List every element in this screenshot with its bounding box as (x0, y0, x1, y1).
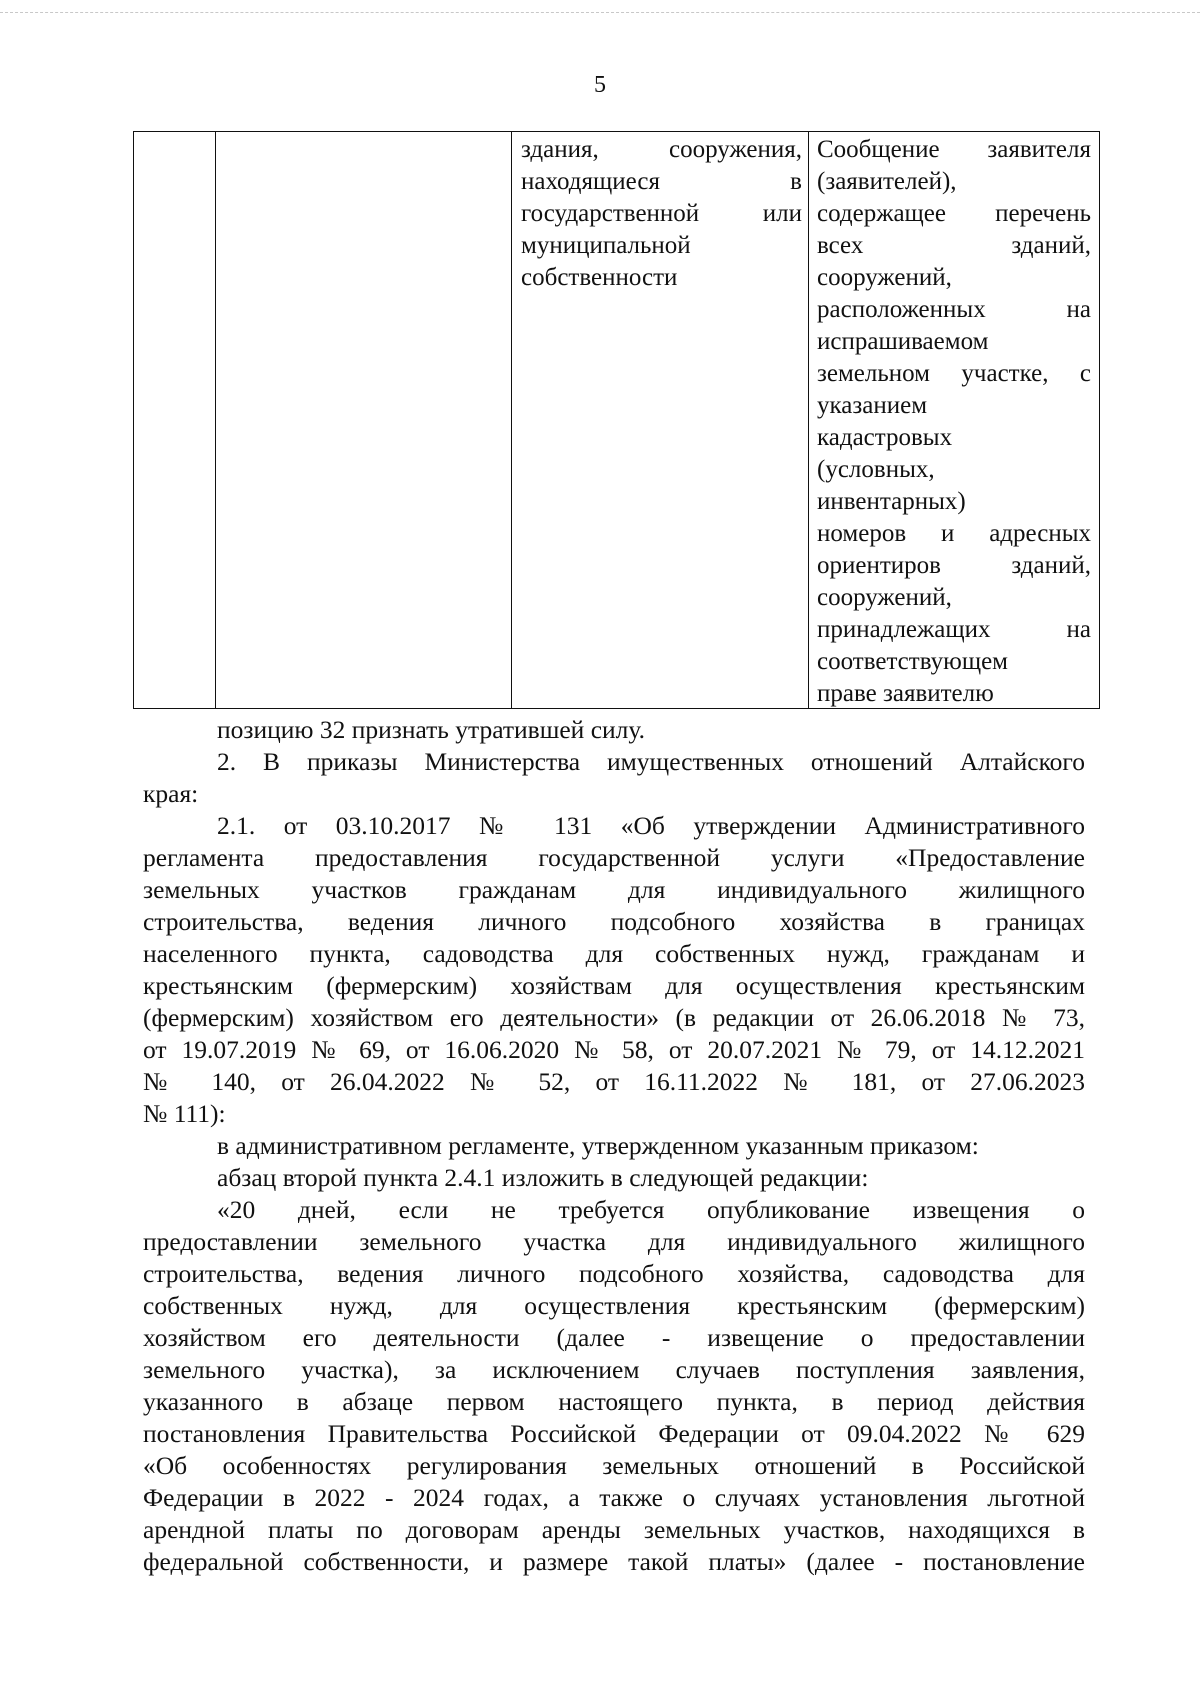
paragraph-line: Федерации в 2022 - 2024 годах, а также о случаях установления льготной (143, 1483, 1085, 1512)
cell-line: всех зданий, (817, 232, 1091, 259)
cell-line: кадастровых (817, 424, 953, 451)
paragraph-line: края: (143, 779, 199, 808)
document-body (143, 714, 1085, 1578)
paragraph-line: собственных нужд, для осуществления крестьянским (фермерским) (143, 1291, 1085, 1320)
cell-line: праве заявителю (817, 680, 994, 707)
paragraph-line: строительства, ведения личного подсобного хозяйства, садоводства для (143, 1259, 1085, 1288)
cell-line: Сообщение заявителя (817, 136, 1091, 163)
paragraph-line: арендной платы по договорам аренды земельных участков, находящихся в (143, 1515, 1085, 1544)
cell-line: здания, сооружения, (521, 136, 802, 163)
cell-line: инвентарных) (817, 488, 966, 515)
table-cell-service (216, 132, 512, 709)
cell-line: (условных, (817, 456, 935, 483)
cell-line: испрашиваемом (817, 328, 989, 355)
paragraph-line: регламента предоставления государственной услуги «Предоставление (143, 843, 1085, 872)
paragraph-line: 2. В приказы Министерства имущественных отношений Алтайского (217, 747, 1085, 776)
paragraph-line: строительства, ведения личного подсобного хозяйства в границах (143, 907, 1085, 936)
paragraph-line: предоставлении земельного участка для индивидуального жилищного (143, 1227, 1085, 1256)
paragraph-line: крестьянским (фермерским) хозяйствам для осуществления крестьянским (143, 971, 1085, 1000)
table-cell-document (809, 132, 1100, 709)
paragraph-line: земельных участков гражданам для индивидуального жилищного (143, 875, 1085, 904)
paragraph-line: от 19.07.2019 № 69, от 16.06.2020 № 58, от 20.07.2021 № 79, от 14.12.2021 (143, 1035, 1085, 1064)
paragraph-line: хозяйством его деятельности (далее - извещение о предоставлении (143, 1323, 1085, 1352)
cell-line: указанием (817, 392, 928, 419)
page-number: 5 (594, 72, 606, 98)
table-cell-number (134, 132, 216, 709)
paragraph-line: абзац второй пункта 2.4.1 изложить в следующей редакции: (217, 1163, 869, 1192)
cell-line: ориентиров зданий, (817, 552, 1091, 579)
cell-line: земельном участке, с (817, 360, 1091, 387)
cell-line: соответствующем (817, 648, 1008, 675)
paragraph-line: «20 дней, если не требуется опубликование извещения о (217, 1195, 1085, 1224)
cell-line: номеров и адресных (817, 520, 1091, 547)
cell-line: находящиеся в (521, 168, 802, 195)
cell-line: сооружений, (817, 264, 952, 291)
paragraph-line: постановления Правительства Российской Федерации от 09.04.2022 № 629 (143, 1419, 1085, 1448)
cell-line: муниципальной (521, 232, 691, 259)
cell-line: принадлежащих на (817, 616, 1091, 643)
paragraph-line: позицию 32 признать утратившей силу. (217, 715, 645, 744)
paragraph-line: 2.1. от 03.10.2017 № 131 «Об утверждении Административного (217, 811, 1085, 840)
cell-line: расположенных на (817, 296, 1091, 323)
paragraph-line: указанного в абзаце первом настоящего пункта, в период действия (143, 1387, 1085, 1416)
cell-line: государственной или (521, 200, 802, 227)
document-text (809, 132, 1099, 708)
paragraph-line: (фермерским) хозяйством его деятельности» (в редакции от 26.06.2018 № 73, (143, 1003, 1085, 1032)
paragraph-line: № 140, от 26.04.2022 № 52, от 16.11.2022 № 181, от 27.06.2023 (143, 1067, 1085, 1096)
paragraph-line: федеральной собственности, и размере такой платы» (далее - постановление (143, 1547, 1085, 1576)
paragraph-line: в административном регламенте, утвержденном указанным приказом: (217, 1131, 979, 1160)
paragraph-line: № 111): (143, 1099, 226, 1128)
cell-line: (заявителей), (817, 168, 957, 195)
cell-line: собственности (521, 264, 678, 291)
table-row (134, 132, 1100, 709)
table-cell-object (512, 132, 809, 709)
scan-edge-line (0, 12, 1200, 13)
cell-line: содержащее перечень (817, 200, 1091, 227)
object-text (512, 132, 808, 294)
paragraph-line: «Об особенностях регулирования земельных отношений в Российской (143, 1451, 1085, 1480)
paragraph-line: населенного пункта, садоводства для собственных нужд, гражданам и (143, 939, 1085, 968)
cell-line: сооружений, (817, 584, 952, 611)
paragraph-line: земельного участка), за исключением случаев поступления заявления, (143, 1355, 1085, 1384)
continuation-table (133, 131, 1100, 709)
